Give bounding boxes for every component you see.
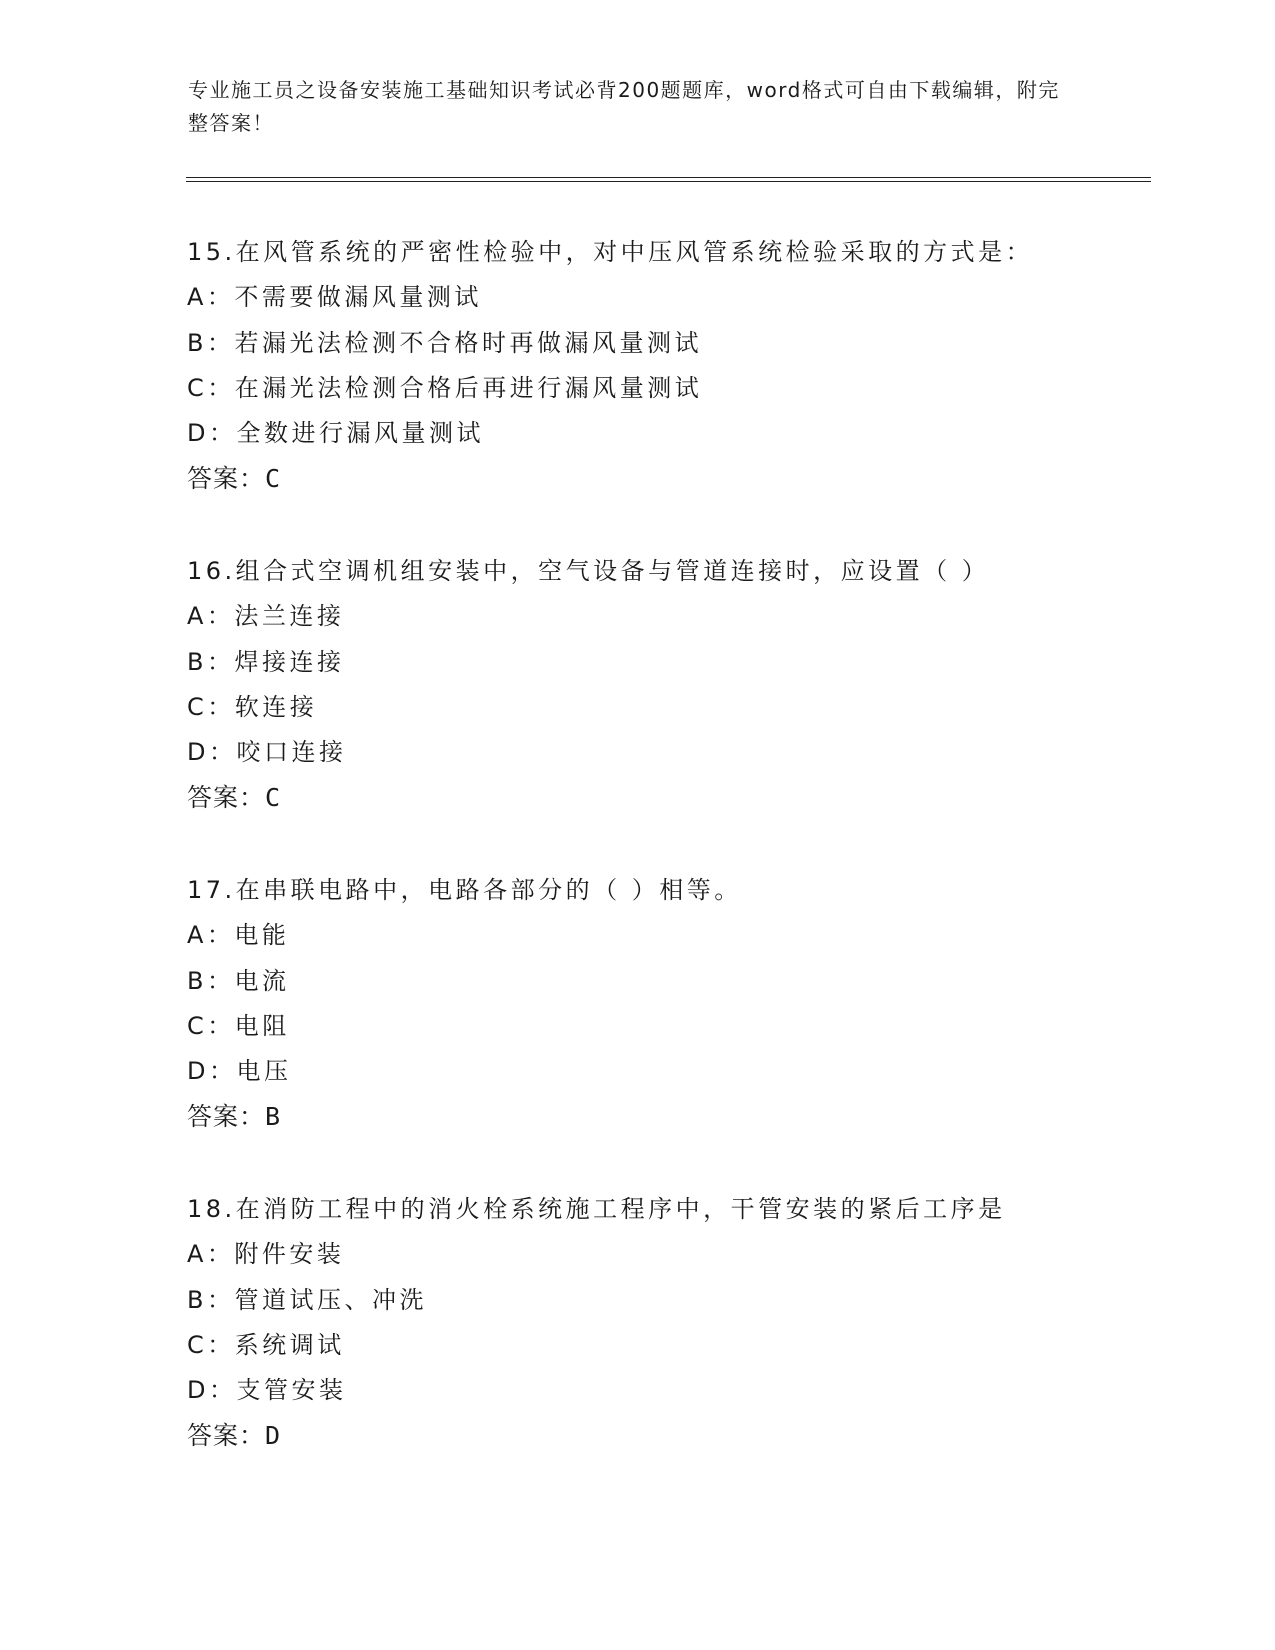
option-d: D：支管安装 [187,1376,347,1405]
answer-line [187,1413,1147,1458]
answer-label: 答案： [187,1421,266,1451]
answer-label: 答案： [187,464,266,494]
question-stem: 18.在消防工程中的消火栓系统施工程序中，干管安装的紧后工序是 [187,1195,1006,1223]
option-b: B：管道试压、冲洗 [187,1285,427,1314]
answer-value: C [265,464,281,494]
answer-label: 答案： [187,783,266,813]
question-stem: 15.在风管系统的严密性检验中，对中压风管系统检验采取的方式是： [187,238,1034,266]
option-d: D：全数进行漏风量测试 [187,419,484,448]
option-c: C：电阻 [187,1011,290,1040]
option-c: C：系统调试 [187,1330,345,1359]
option-a: A：不需要做漏风量测试 [187,283,482,312]
header-divider-top [186,177,1151,178]
option-c: C：软连接 [187,692,318,721]
answer-value: B [265,1102,281,1132]
option-a: A：法兰连接 [187,602,345,631]
option-a: A：附件安装 [187,1240,345,1269]
answer-line [187,775,1147,820]
question-18 [187,1187,1147,1459]
option-b: B：电流 [187,966,290,995]
answer-value: D [265,1421,281,1451]
option-c: C：在漏光法检测合格后再进行漏风量测试 [187,373,703,402]
answer-value: C [265,783,281,813]
question-stem: 16.组合式空调机组安装中，空气设备与管道连接时，应设置（ ） [187,557,990,585]
option-a: A：电能 [187,921,290,950]
option-b: B：若漏光法检测不合格时再做漏风量测试 [187,328,702,357]
question-15 [187,230,1147,502]
option-b: B：焊接连接 [187,647,345,676]
answer-label: 答案： [187,1102,266,1132]
question-stem: 17.在串联电路中，电路各部分的（ ）相等。 [187,876,742,904]
header-divider-bottom [186,181,1151,182]
answer-line [187,456,1147,501]
option-d: D：电压 [187,1057,292,1086]
question-17 [187,868,1147,1140]
answer-line [187,1094,1147,1139]
document-header: 专业施工员之设备安装施工基础知识考试必背200题题库，word格式可自由下载编辑，附完整答案！ [188,78,1060,135]
option-d: D：咬口连接 [187,738,347,767]
question-16 [187,549,1147,821]
